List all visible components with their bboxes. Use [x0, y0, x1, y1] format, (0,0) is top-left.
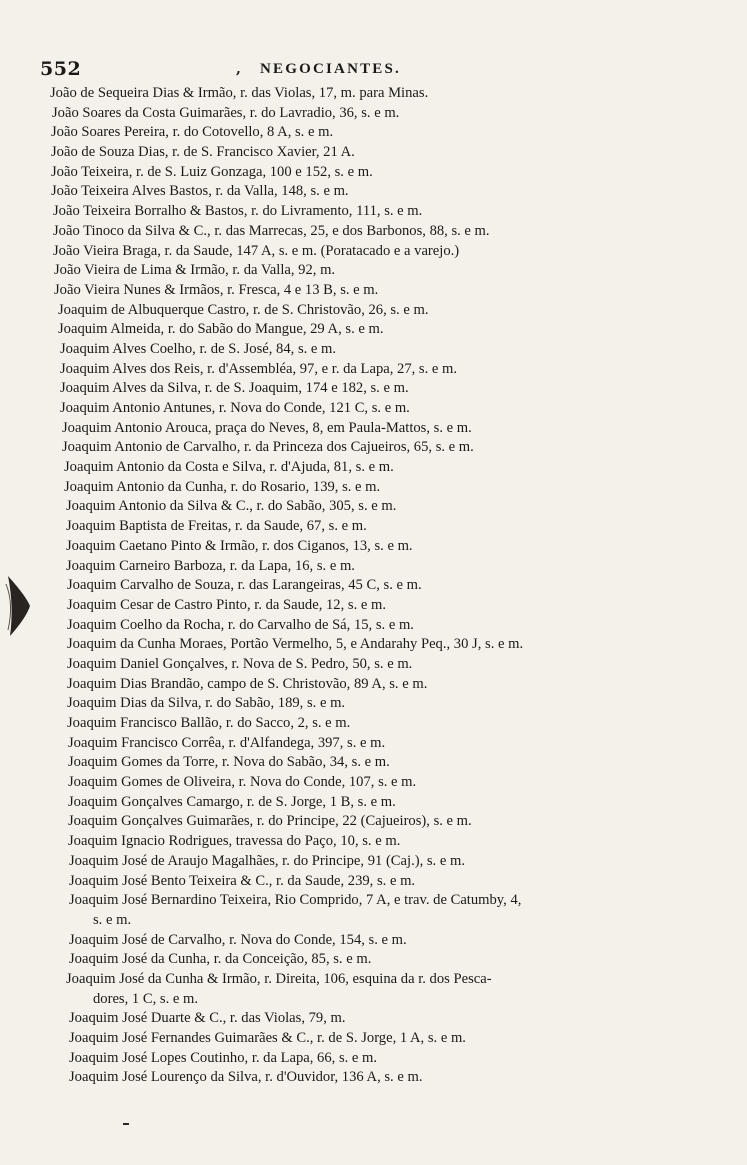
directory-entry: João Tinoco da Silva & C., r. das Marrecas, 25, e dos Barbonos, 88, s. e m. — [53, 222, 490, 239]
entry-continuation: s. e m. — [93, 911, 132, 928]
page-number: 552 — [40, 58, 82, 80]
directory-entry: Joaquim José Fernandes Guimarães & C., r. de S. Jorge, 1 A, s. e m. — [69, 1030, 466, 1046]
directory-entry: Joaquim Baptista de Freitas, r. da Saude, 67, s. e m. — [66, 518, 367, 535]
directory-entry: João Teixeira Borralho & Bastos, r. do Livramento, 111, s. e m. — [53, 203, 423, 220]
directory-entry: Joaquim Coelho da Rocha, r. do Carvalho de Sá, 15, s. e m. — [67, 616, 414, 633]
directory-entry: Joaquim Carneiro Barboza, r. da Lapa, 16, s. e m. — [66, 557, 355, 574]
directory-entry: João de Sequeira Dias & Irmão, r. das Violas, 17, m. para Minas. — [50, 85, 429, 101]
directory-entry: Joaquim Antonio da Silva & C., r. do Sabão, 305, s. e m. — [66, 498, 397, 515]
directory-entry: Joaquim Francisco Corrêa, r. d'Alfandega, 397, s. e m. — [68, 734, 386, 751]
page-header — [40, 58, 720, 84]
directory-entry: Joaquim Alves Coelho, r. de S. José, 84, s. e m. — [60, 340, 337, 357]
directory-entry: Joaquim Gonçalves Guimarães, r. do Principe, 22 (Cajueiros), s. e m. — [68, 813, 472, 830]
directory-entry: Joaquim Antonio de Carvalho, r. da Princeza dos Cajueiros, 65, s. e m. — [62, 439, 474, 456]
directory-entry: Joaquim Antonio Arouca, praça do Neves, 8, em Paula-Mattos, s. e m. — [62, 419, 472, 436]
directory-entry: Joaquim Gomes da Torre, r. Nova do Sabão, 34, s. e m. — [68, 754, 390, 771]
directory-entry: Joaquim José da Cunha & Irmão, r. Direita, 106, esquina da r. dos Pesca- — [66, 970, 492, 987]
directory-entry: Joaquim Alves da Silva, r. de S. Joaquim, 174 e 182, s. e m. — [60, 380, 409, 397]
directory-entry: João Vieira Nunes & Irmãos, r. Fresca, 4 e 13 B, s. e m. — [54, 281, 379, 298]
directory-entry: João Soares Pereira, r. do Cotovello, 8 A, s. e m. — [51, 124, 334, 141]
directory-entry: Joaquim Dias Brandão, campo de S. Christovão, 89 A, s. e m. — [67, 675, 428, 692]
directory-entry: Joaquim Gomes de Oliveira, r. Nova do Conde, 107, s. e m. — [68, 774, 417, 791]
directory-entry: João Soares da Costa Guimarães, r. do Lavradio, 36, s. e m. — [52, 104, 400, 121]
directory-entry: Joaquim José Lopes Coutinho, r. da Lapa, 66, s. e m. — [69, 1049, 378, 1066]
binding-shadow-mark — [0, 566, 40, 646]
directory-entry: Joaquim José da Cunha, r. da Conceição, 85, s. e m. — [69, 951, 372, 968]
directory-entry: Joaquim Antonio da Cunha, r. do Rosario, 139, s. e m. — [64, 478, 381, 495]
directory-entry: Joaquim Gonçalves Camargo, r. de S. Jorge, 1 B, s. e m. — [68, 793, 396, 810]
directory-entry: Joaquim Cesar de Castro Pinto, r. da Saude, 12, s. e m. — [67, 596, 386, 613]
directory-entry: João Vieira de Lima & Irmão, r. da Valla, 92, m. — [54, 262, 336, 279]
directory-entry: Joaquim Carvalho de Souza, r. das Larangeiras, 45 C, s. e m. — [67, 577, 422, 594]
directory-entry: Joaquim Ignacio Rodrigues, travessa do Paço, 10, s. e m. — [68, 833, 401, 850]
directory-entry: Joaquim Caetano Pinto & Irmão, r. dos Ciganos, 13, s. e m. — [66, 537, 413, 554]
directory-entry: Joaquim da Cunha Moraes, Portão Vermelho, 5, e Andarahy Peq., 30 J, s. e m. — [67, 636, 524, 653]
directory-entry: João Teixeira Alves Bastos, r. da Valla, 148, s. e m. — [51, 183, 349, 200]
directory-entry: Joaquim José de Araujo Magalhães, r. do Principe, 91 (Caj.), s. e m. — [69, 852, 465, 869]
header-separator: , — [236, 61, 241, 77]
directory-entry: Joaquim José Bernardino Teixeira, Rio Comprido, 7 A, e trav. de Catumby, 4, — [69, 892, 522, 909]
running-title: NEGOCIANTES. — [260, 61, 402, 77]
directory-entry: Joaquim Francisco Ballão, r. do Sacco, 2, s. e m. — [67, 715, 351, 731]
footer-mark — [123, 1123, 129, 1125]
directory-entry: Joaquim José de Carvalho, r. Nova do Conde, 154, s. e m. — [69, 931, 407, 948]
directory-entry: Joaquim José Duarte & C., r. das Violas, 79, m. — [69, 1010, 346, 1027]
directory-entry: Joaquim de Albuquerque Castro, r. de S. Christovão, 26, s. e m. — [58, 301, 429, 318]
directory-entry: Joaquim Daniel Gonçalves, r. Nova de S. Pedro, 50, s. e m. — [67, 655, 413, 672]
directory-entry: Joaquim Antonio Antunes, r. Nova do Conde, 121 C, s. e m. — [60, 400, 410, 416]
directory-entry: Joaquim Almeida, r. do Sabão do Mangue, 29 A, s. e m. — [58, 321, 384, 338]
directory-entry: João Teixeira, r. de S. Luiz Gonzaga, 100 e 152, s. e m. — [51, 163, 373, 180]
directory-entry: Joaquim José Lourenço da Silva, r. d'Ouvidor, 136 A, s. e m. — [69, 1069, 423, 1086]
directory-entry: Joaquim José Bento Teixeira & C., r. da Saude, 239, s. e m. — [69, 872, 416, 889]
directory-entry: João de Souza Dias, r. de S. Francisco Xavier, 21 A. — [51, 144, 355, 161]
directory-entry: Joaquim Alves dos Reis, r. d'Assembléa, 97, e r. da Lapa, 27, s. e m. — [60, 360, 458, 377]
entry-continuation: dores, 1 C, s. e m. — [93, 990, 198, 1007]
directory-entry: João Vieira Braga, r. da Saude, 147 A, s. e m. (Poratacado e a varejo.) — [53, 242, 460, 259]
directory-entry: Joaquim Dias da Silva, r. do Sabão, 189, s. e m. — [67, 695, 346, 712]
merchant-list — [50, 84, 720, 1088]
directory-entry: Joaquim Antonio da Costa e Silva, r. d'Ajuda, 81, s. e m. — [64, 459, 394, 476]
